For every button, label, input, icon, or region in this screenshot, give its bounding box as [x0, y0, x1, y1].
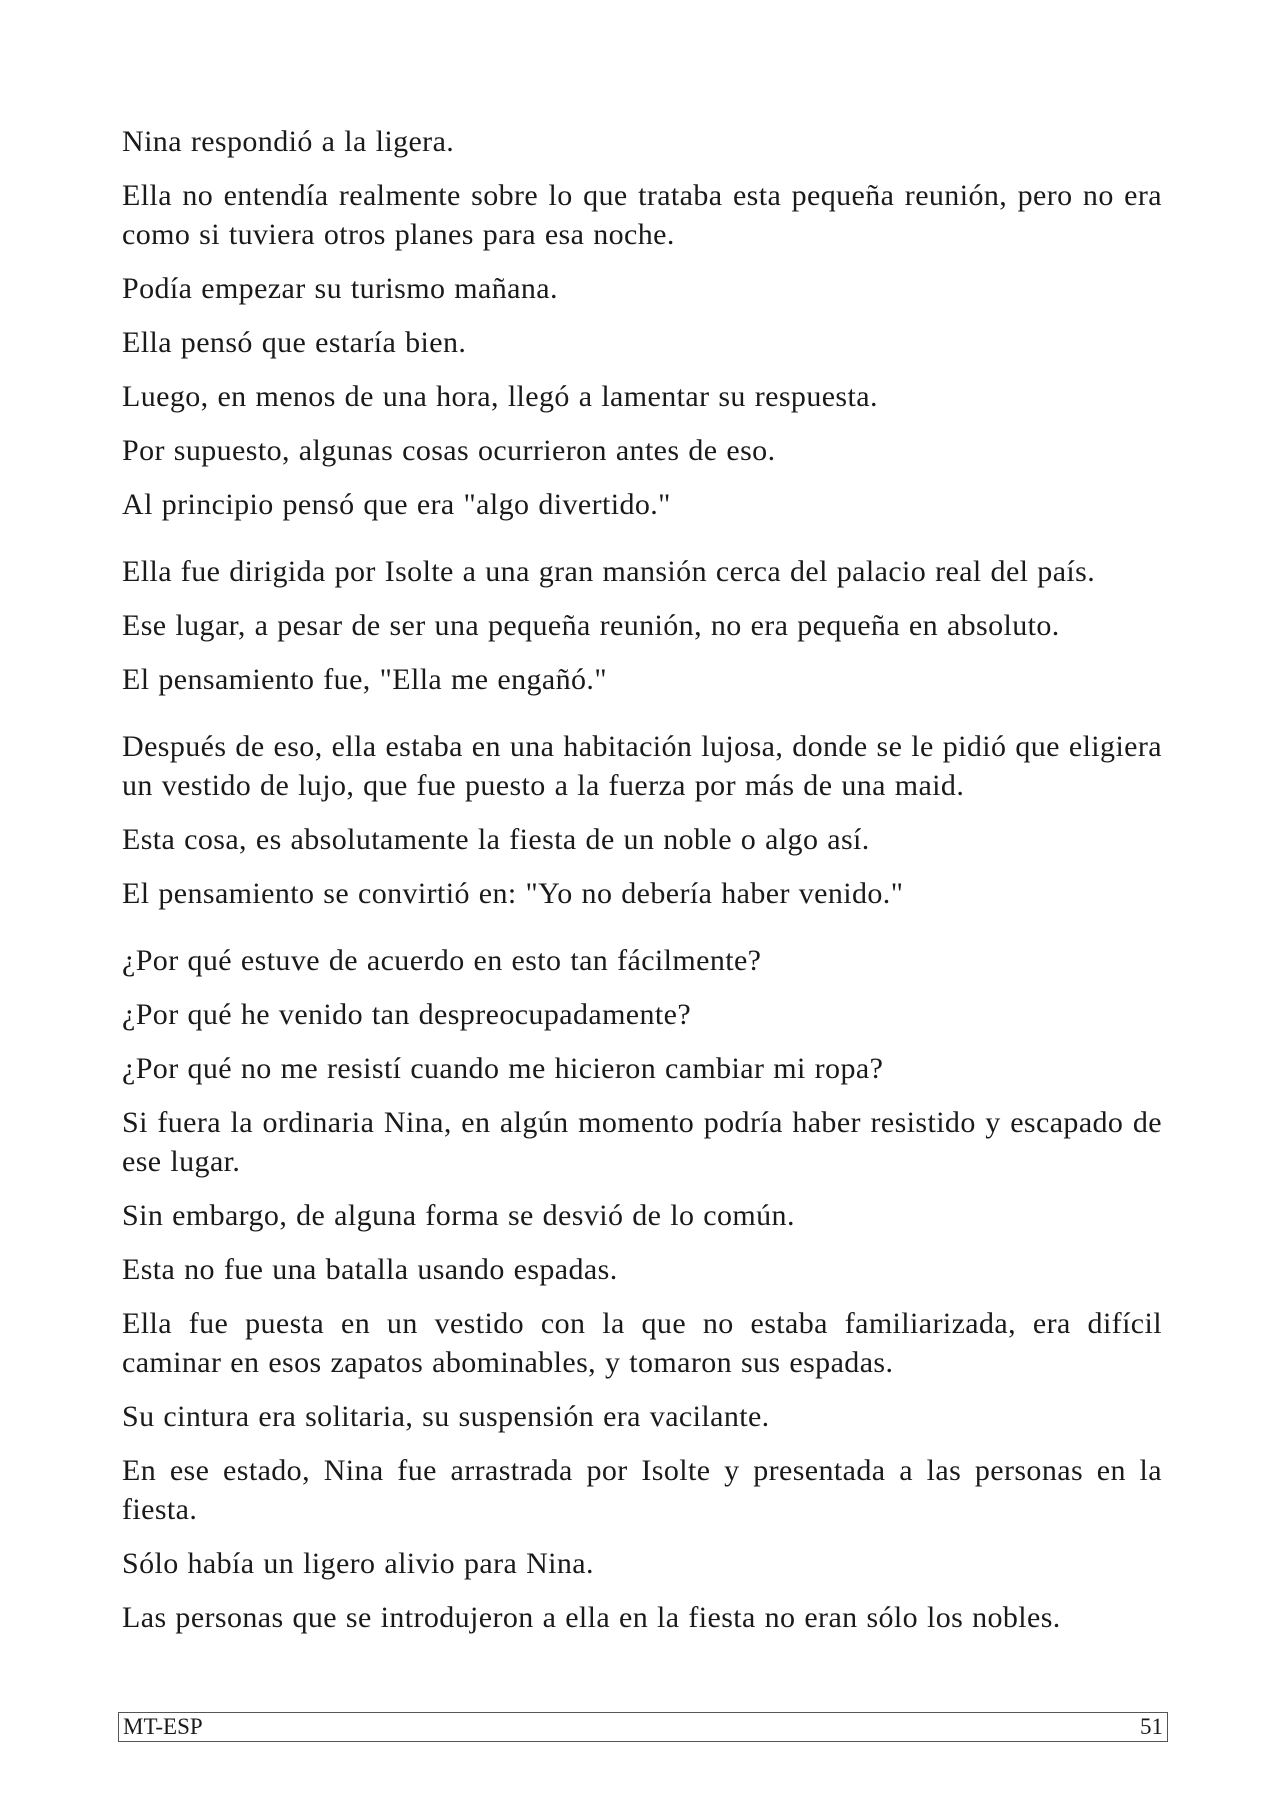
paragraph-5: Luego, en menos de una hora, llegó a lamentar su respuesta. — [122, 380, 878, 413]
paragraph-10: El pensamiento fue, "Ella me engañó." — [122, 663, 607, 696]
paragraph-12: Esta cosa, es absolutamente la fiesta de un noble o algo así. — [122, 823, 870, 856]
paragraph-21: Su cintura era solitaria, su suspensión era vacilante. — [122, 1400, 770, 1433]
paragraph-18: Sin embargo, de alguna forma se desvió de lo común. — [122, 1199, 795, 1232]
page-number: 51 — [1140, 1714, 1163, 1739]
paragraph-1: Nina respondió a la ligera. — [122, 125, 455, 158]
paragraph-20: Ella fue puesta en un vestido con la que no estaba familiarizada, era difícil caminar en esos zapatos abominables, y tomaron sus espadas. — [122, 1307, 1162, 1379]
paragraph-7: Al principio pensó que era "algo divertido." — [122, 488, 671, 521]
paragraph-4: Ella pensó que estaría bien. — [122, 326, 467, 359]
paragraph-8: Ella fue dirigida por Isolte a una gran mansión cerca del palacio real del país. — [122, 555, 1096, 588]
paragraph-24: Las personas que se introdujeron a ella en la fiesta no eran sólo los nobles. — [122, 1601, 1061, 1634]
paragraph-23: Sólo había un ligero alivio para Nina. — [122, 1547, 594, 1580]
paragraph-17: Si fuera la ordinaria Nina, en algún momento podría haber resistido y escapado de ese lugar. — [122, 1106, 1162, 1178]
paragraph-14: ¿Por qué estuve de acuerdo en esto tan fácilmente? — [122, 944, 762, 977]
page-footer — [118, 1712, 1168, 1742]
paragraph-2: Ella no entendía realmente sobre lo que trataba esta pequeña reunión, pero no era como si tuviera otros planes para esa noche. — [122, 179, 1162, 251]
paragraph-22: En ese estado, Nina fue arrastrada por Isolte y presentada a las personas en la fiesta. — [122, 1454, 1162, 1526]
body-text — [122, 122, 1162, 1652]
paragraph-6: Por supuesto, algunas cosas ocurrieron antes de eso. — [122, 434, 776, 467]
paragraph-11: Después de eso, ella estaba en una habitación lujosa, donde se le pidió que eligiera un vestido de lujo, que fue puesto a la fuerza por más de una maid. — [122, 730, 1162, 802]
paragraph-16: ¿Por qué no me resistí cuando me hicieron cambiar mi ropa? — [122, 1052, 884, 1085]
paragraph-13: El pensamiento se convirtió en: "Yo no debería haber venido." — [122, 877, 904, 910]
paragraph-9: Ese lugar, a pesar de ser una pequeña reunión, no era pequeña en absoluto. — [122, 609, 1060, 642]
paragraph-15: ¿Por qué he venido tan despreocupadamente? — [122, 998, 692, 1031]
paragraph-19: Esta no fue una batalla usando espadas. — [122, 1253, 618, 1286]
paragraph-3: Podía empezar su turismo mañana. — [122, 272, 558, 305]
footer-source-label: MT-ESP — [123, 1714, 203, 1739]
